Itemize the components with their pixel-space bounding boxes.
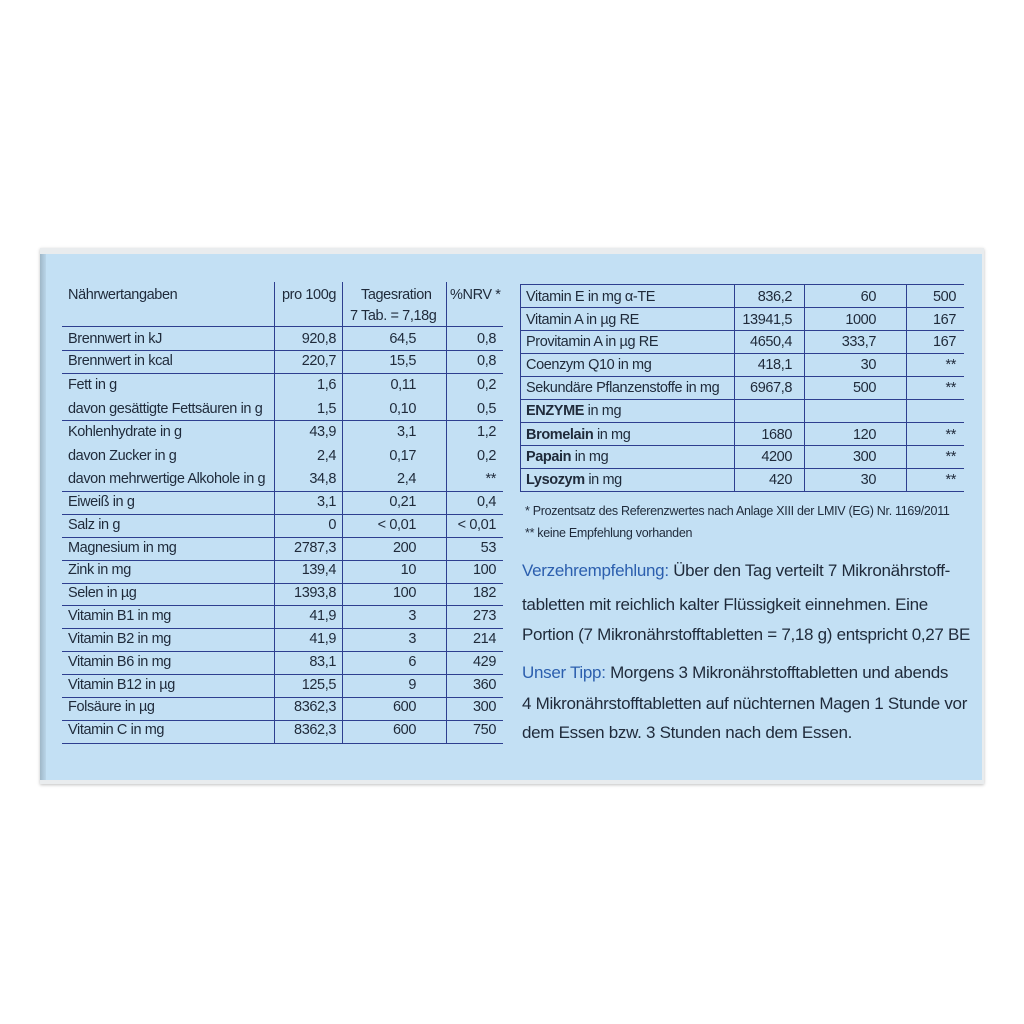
row-nrv: 0,4 (477, 494, 496, 510)
row-per100: 8362,3 (294, 699, 336, 715)
row-label: Eiweiß in g (68, 494, 135, 510)
row-per100: 420 (769, 472, 792, 488)
row-label-text: in mg (571, 449, 609, 465)
row-daily: 15,5 (389, 353, 416, 369)
row-nrv: 167 (933, 334, 956, 350)
row-label-bold: Papain (526, 449, 572, 465)
table-rule (62, 560, 503, 561)
row-label (526, 289, 655, 305)
row-daily: 120 (853, 427, 876, 443)
table-rule (520, 445, 964, 446)
row-label (526, 357, 651, 373)
row-daily: 6 (408, 654, 416, 670)
row-nrv: ** (485, 471, 496, 487)
row-per100: 2787,3 (294, 540, 336, 556)
row-label: Vitamin B12 in µg (68, 677, 175, 693)
row-daily: 3 (408, 608, 416, 624)
row-daily: 0,10 (389, 401, 416, 417)
row-label: Vitamin B2 in mg (68, 631, 171, 647)
table-rule (62, 743, 503, 744)
row-per100: 139,4 (301, 562, 336, 578)
table-rule (62, 628, 503, 629)
row-per100: 1,5 (317, 401, 336, 417)
row-nrv: < 0,01 (457, 517, 496, 533)
tip-line-1 (522, 663, 948, 683)
row-nrv: 429 (473, 654, 496, 670)
row-daily: 500 (853, 380, 876, 396)
row-daily: 64,5 (389, 331, 416, 347)
row-daily: 1000 (845, 312, 876, 328)
row-daily: 333,7 (841, 334, 876, 350)
table-rule (62, 350, 503, 351)
row-label: davon gesättigte Fettsäuren in g (68, 401, 263, 417)
table-rule (520, 376, 964, 377)
row-nrv: 0,5 (477, 401, 496, 417)
table-header-label: Nährwertangaben (68, 287, 178, 303)
row-nrv: 0,8 (477, 353, 496, 369)
row-daily: 600 (393, 722, 416, 738)
row-daily: 100 (393, 585, 416, 601)
table-rule (62, 674, 503, 675)
row-daily: 300 (853, 449, 876, 465)
row-nrv: 1,2 (477, 424, 496, 440)
table-rule (62, 373, 503, 374)
row-daily: 600 (393, 699, 416, 715)
table-header-daily-sub: 7 Tab. = 7,18g (350, 308, 437, 324)
row-label-bold: Lysozym (526, 472, 585, 488)
table-column-divider (274, 282, 275, 743)
row-nrv: 214 (473, 631, 496, 647)
table-rule (62, 420, 503, 421)
row-per100: 3,1 (317, 494, 336, 510)
recommendation-line-1 (522, 561, 950, 581)
row-nrv: ** (945, 472, 956, 488)
row-daily: 30 (860, 472, 876, 488)
row-label: Salz in g (68, 517, 121, 533)
row-label (526, 472, 622, 488)
row-label (526, 334, 658, 350)
tip-line-2: 4 Mikronährstofftabletten auf nüchternen Magen 1 Stunde vor (522, 694, 968, 713)
footnote-star: * Prozentsatz des Referenzwertes nach Anlage XIII der LMIV (EG) Nr. 1169/2011 (525, 504, 950, 518)
row-nrv: 0,2 (477, 448, 496, 464)
table-rule (520, 353, 964, 354)
row-label: Selen in µg (68, 585, 137, 601)
row-daily: 3 (408, 631, 416, 647)
table-rule (62, 651, 503, 652)
row-label (526, 449, 608, 465)
row-per100: 418,1 (757, 357, 792, 373)
table-rule (62, 326, 503, 327)
recommendation-line-3: Portion (7 Mikronährstofftabletten = 7,18 g) entspricht 0,27 BE (522, 625, 971, 644)
row-nrv: 300 (473, 699, 496, 715)
row-label: davon Zucker in g (68, 448, 177, 464)
table-rule (520, 422, 964, 423)
row-per100: 43,9 (309, 424, 336, 440)
row-per100: 8362,3 (294, 722, 336, 738)
row-label: Brennwert in kcal (68, 353, 173, 369)
row-per100: 4650,4 (750, 334, 792, 350)
table-header-daily: Tagesration (361, 287, 432, 303)
row-label (526, 312, 639, 328)
row-label: Zink in mg (68, 562, 131, 578)
row-per100: 4200 (761, 449, 792, 465)
row-label-text: Vitamin A in µg RE (526, 312, 639, 328)
footnote-double-star: ** keine Empfehlung vorhanden (525, 526, 693, 540)
row-daily: 9 (408, 677, 416, 693)
row-label: Kohlenhydrate in g (68, 424, 182, 440)
table-rule (62, 491, 503, 492)
table-rule (62, 605, 503, 606)
row-nrv: 167 (933, 312, 956, 328)
row-per100: 13941,5 (742, 312, 792, 328)
row-per100: 0 (328, 517, 336, 533)
row-daily: < 0,01 (377, 517, 416, 533)
row-per100: 220,7 (301, 353, 336, 369)
row-daily: 0,21 (389, 494, 416, 510)
row-per100: 1393,8 (294, 585, 336, 601)
row-label: Folsäure in µg (68, 699, 155, 715)
recommendation-line-2: tabletten mit reichlich kalter Flüssigkeit einnehmen. Eine (522, 595, 928, 614)
row-per100: 41,9 (309, 631, 336, 647)
row-label-text: in mg (593, 427, 631, 443)
tip-line-3: dem Essen bzw. 3 Stunden nach dem Essen. (522, 723, 853, 742)
row-daily: 0,17 (389, 448, 416, 464)
row-label (526, 403, 621, 419)
row-label-text: in mg (584, 472, 622, 488)
row-per100: 920,8 (301, 331, 336, 347)
row-nrv: 182 (473, 585, 496, 601)
row-label (526, 380, 719, 396)
row-daily: 10 (400, 562, 416, 578)
row-daily: 2,4 (397, 471, 416, 487)
table-rule (520, 284, 964, 285)
row-nrv: ** (945, 380, 956, 396)
row-per100: 83,1 (309, 654, 336, 670)
row-nrv: 360 (473, 677, 496, 693)
row-nrv: 273 (473, 608, 496, 624)
row-label: Brennwert in kJ (68, 331, 162, 347)
row-nrv: 500 (933, 289, 956, 305)
row-label-text: Vitamin E in mg α-TE (526, 289, 656, 305)
table-left-border (520, 284, 521, 491)
row-nrv: 100 (473, 562, 496, 578)
row-daily: 30 (860, 357, 876, 373)
row-label-bold: ENZYME (526, 403, 585, 419)
row-label: davon mehrwertige Alkohole in g (68, 471, 266, 487)
row-per100: 34,8 (309, 471, 336, 487)
row-daily: 0,11 (390, 377, 416, 393)
table-column-divider (446, 282, 447, 743)
row-daily: 60 (860, 289, 876, 305)
table-header-nrv: %NRV * (450, 287, 501, 303)
tip-text-1: Morgens 3 Mikronährstofftabletten und abends (605, 663, 949, 682)
table-rule (520, 468, 964, 469)
table-rule (62, 537, 503, 538)
row-label-text: Coenzym Q10 in mg (526, 357, 652, 373)
row-nrv: 0,8 (477, 331, 496, 347)
row-per100: 1,6 (317, 377, 336, 393)
row-nrv: ** (945, 427, 956, 443)
row-label: Vitamin C in mg (68, 722, 165, 738)
row-nrv: ** (945, 357, 956, 373)
row-per100: 41,9 (309, 608, 336, 624)
row-label-text: in mg (584, 403, 622, 419)
row-daily: 3,1 (397, 424, 416, 440)
row-per100: 6967,8 (750, 380, 792, 396)
table-rule (520, 330, 964, 331)
table-rule (520, 307, 964, 308)
row-nrv: 53 (480, 540, 496, 556)
table-rule (520, 399, 964, 400)
row-label-text: Provitamin A in µg RE (526, 334, 659, 350)
row-label: Fett in g (68, 377, 117, 393)
row-label (526, 427, 630, 443)
recommendation-label: Verzehrempfehlung: (522, 561, 669, 580)
row-label: Magnesium in mg (68, 540, 177, 556)
table-header-per100: pro 100g (282, 287, 337, 303)
row-label: Vitamin B1 in mg (68, 608, 171, 624)
row-nrv: 750 (473, 722, 496, 738)
tip-label: Unser Tipp: (522, 663, 606, 682)
recommendation-text-1: Über den Tag verteilt 7 Mikronährstoff- (668, 561, 950, 580)
row-label-bold: Bromelain (526, 427, 594, 443)
row-label: Vitamin B6 in mg (68, 654, 171, 670)
row-daily: 200 (393, 540, 416, 556)
table-rule (62, 720, 503, 721)
table-rule (62, 697, 503, 698)
row-nrv: ** (945, 449, 956, 465)
row-per100: 1680 (761, 427, 792, 443)
row-per100: 125,5 (301, 677, 336, 693)
table-rule (520, 491, 964, 492)
row-nrv: 0,2 (477, 377, 496, 393)
table-rule (62, 514, 503, 515)
row-label-text: Sekundäre Pflanzenstoffe in mg (526, 380, 720, 396)
row-per100: 2,4 (317, 448, 336, 464)
table-rule (62, 583, 503, 584)
row-per100: 836,2 (757, 289, 792, 305)
table-column-divider (342, 282, 343, 743)
